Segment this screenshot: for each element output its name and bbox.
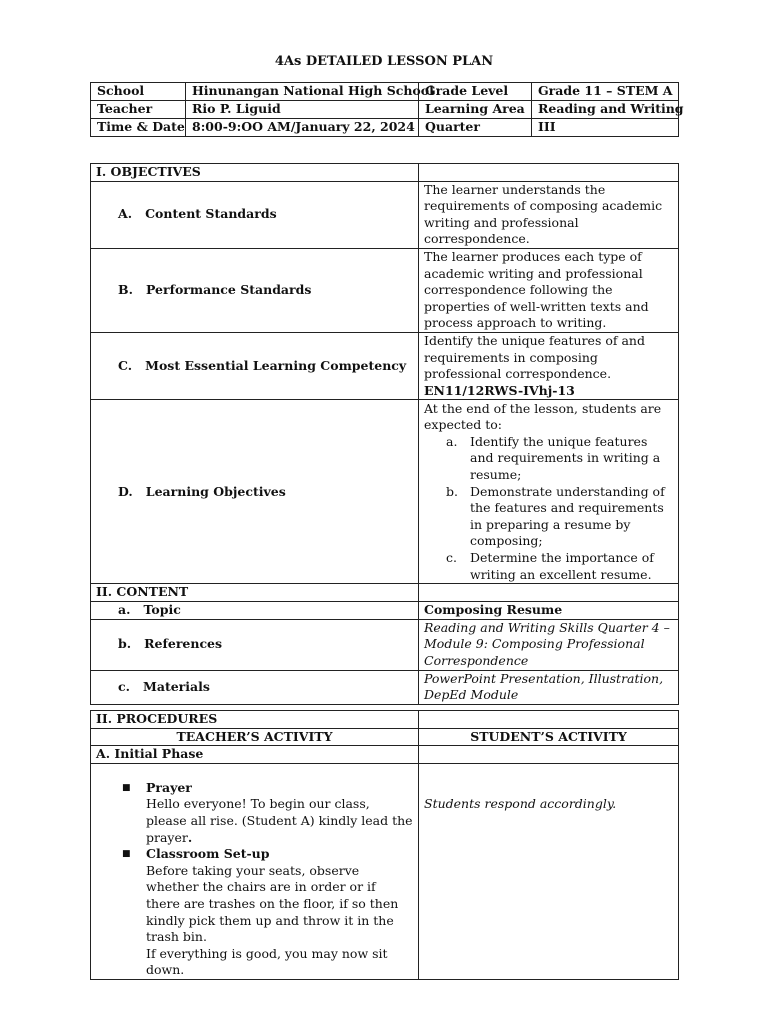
objectives-heading: I. OBJECTIVES [91,164,419,182]
area-value: Reading and Writing [532,101,679,119]
teacher-activity-list [96,780,413,979]
table-row [91,601,679,619]
table-row [91,400,679,584]
page-title: 4As DETAILED LESSON PLAN [274,54,494,69]
student-response: Students respond accordingly. [419,763,679,979]
prayer-text: Hello everyone! To begin our class, please all rise. (Student A) kindly lead the prayer [146,796,413,845]
learning-objectives-label: D. Learning Objectives [91,400,419,584]
list-item: c. Determine the importance of writing an excellent resume. [446,549,654,582]
table-row [91,711,679,729]
content-standards-text: The learner understands the requirements of composing academic writing and professional correspondence. [419,181,679,248]
teacher-activity-cell [91,763,419,979]
grade-value: Grade 11 – STEM A [532,83,679,101]
topic-label: a. Topic [91,601,419,619]
list-item [96,846,413,979]
melc-text: Identify the unique features of and requirements in composing professional correspondence. [424,332,645,382]
performance-standards-label: B. Performance Standards [91,248,419,332]
table-row [91,746,679,764]
learning-objectives-intro: At the end of the lesson, students are expected to: [424,400,662,433]
materials-value: PowerPoint Presentation, Illustration, DepEd Module [419,670,679,704]
performance-standards-text: The learner produces each type of academic writing and professional correspondence following the properties of well-written texts and process approach to writing. [419,248,679,332]
list-item: a. Identify the unique features and requirements in writing a resume; [446,433,661,482]
table-row [91,119,679,137]
table-row [91,619,679,670]
time-label: Time & Date [91,119,186,137]
table-row [91,83,679,101]
prayer-title: Prayer [146,779,192,795]
square-bullet-icon: ■ [122,849,131,860]
square-bullet-icon: ■ [122,782,131,793]
references-label: b. References [91,619,419,670]
table-row [91,584,679,602]
teacher-activity-header: TEACHER’S ACTIVITY [91,728,419,746]
initial-phase-heading: A. Initial Phase [91,746,419,764]
setup-title: Classroom Set-up [146,846,270,862]
quarter-value: III [532,119,679,137]
teacher-value: Rio P. Liguid [186,101,419,119]
topic-value: Composing Resume [419,601,679,619]
objectives-table [90,163,679,705]
school-info-table [90,82,684,137]
table-row [91,332,679,399]
time-value: 8:00-9:OO AM/January 22, 2024 [186,119,419,137]
learning-objectives-list [424,434,673,583]
list-item: b. Demonstrate understanding of the features and requirements in preparing a resume by composing; [446,483,665,549]
learning-objectives-cell [419,400,679,584]
content-heading: II. CONTENT [91,584,419,602]
setup-text-2: If everything is good, you may now sit down. [146,945,388,978]
table-row [91,164,679,182]
area-label: Learning Area [419,101,532,119]
melc-label: C. Most Essential Learning Competency [91,332,419,399]
table-row [91,670,679,704]
school-value: Hinunangan National High School [186,83,419,101]
table-row [91,763,679,979]
table-row [91,248,679,332]
content-standards-label: A. Content Standards [91,181,419,248]
references-value: Reading and Writing Skills Quarter 4 – Module 9: Composing Professional Correspondence [419,619,679,670]
list-item: ■ Prayer Hello everyone! To begin our class, please all rise. (Student A) kindly lead the prayer. [96,780,413,846]
materials-label: c. Materials [91,670,419,704]
student-activity-header: STUDENT’S ACTIVITY [419,728,679,746]
school-label: School [91,83,186,101]
setup-text: Before taking your seats, observe whether the chairs are in order or if there are trashes on the floor, if so then kindly pick them up and throw it in the trash bin. [146,862,399,945]
table-row [91,101,679,119]
melc-code: EN11/12RWS-IVhj-13 [424,382,575,398]
table-row [91,728,679,746]
procedures-heading: II. PROCEDURES [91,711,419,729]
grade-label: Grade Level [419,83,532,101]
table-row [91,181,679,248]
quarter-label: Quarter [419,119,532,137]
melc-cell [419,332,679,399]
procedures-table [90,710,679,980]
teacher-label: Teacher [91,101,186,119]
